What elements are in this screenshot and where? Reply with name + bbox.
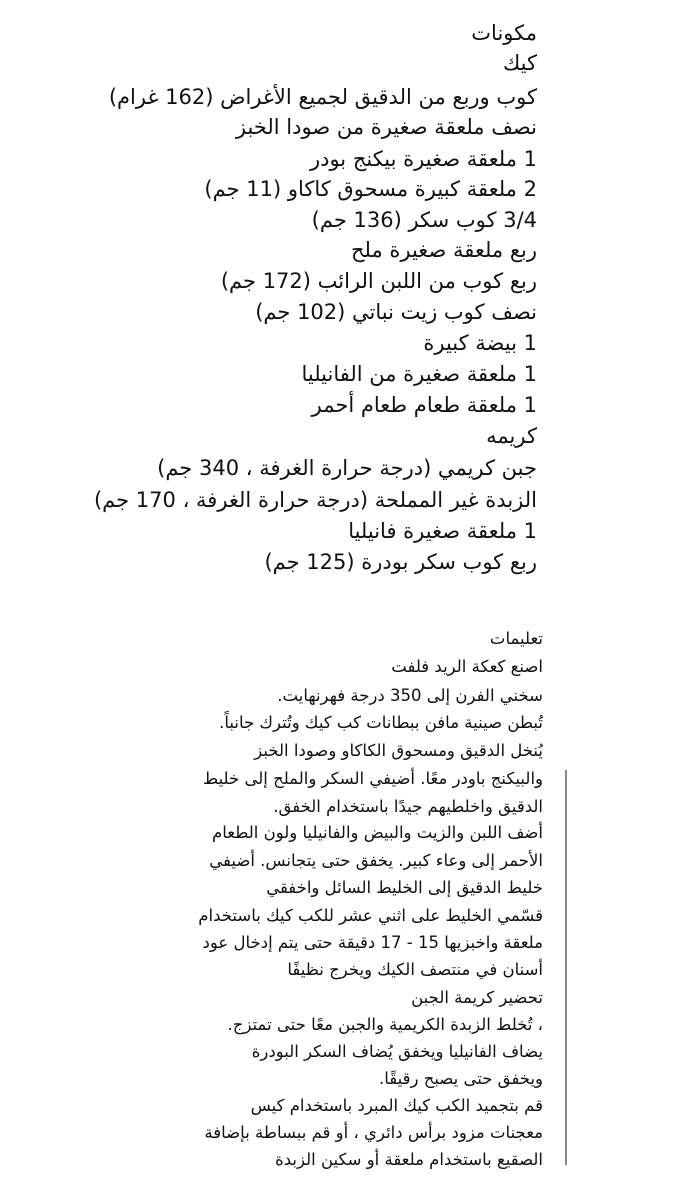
cake-ingredient: 3/4 كوب سكر (136 جم): [311, 208, 537, 232]
ingredients-heading: مكونات: [471, 21, 537, 45]
cake-ingredient: 1 ملعقة طعام طعام أحمر: [311, 393, 537, 417]
instruction-line: أسنان في منتصف الكيك ويخرج نظيفًا: [287, 960, 543, 979]
instruction-line: والبيكنج باودر معًا. أضيفي السكر والملح إلى خليط: [202, 769, 543, 788]
cake-ingredient: ربع كوب من اللبن الرائب (172 جم): [220, 269, 537, 293]
cream-ingredient: 1 ملعقة صغيرة فانيليا: [348, 519, 537, 543]
instruction-line: يضاف الفانيليا ويخفق يُضاف السكر البودرة: [251, 1042, 543, 1061]
instruction-line: الصقيع باستخدام ملعقة أو سكين الزبدة: [275, 1150, 543, 1169]
instruction-line: معجنات مزود برأس دائري ، أو قم ببساطة بإضافة: [204, 1123, 543, 1142]
cake-ingredient: 1 ملعقة صغيرة من الفانيليا: [301, 362, 537, 386]
instruction-line: تحضير كريمة الجبن: [411, 988, 543, 1007]
cake-ingredient: 1 ملعقة صغيرة بيكنج بودر: [309, 147, 537, 171]
cake-ingredient: كوب وربع من الدقيق لجميع الأغراض (162 غرام): [108, 85, 537, 109]
instruction-line: يُنخل الدقيق ومسحوق الكاكاو وصودا الخبز: [254, 741, 543, 760]
cake-heading: كيك: [502, 51, 537, 75]
margin-line: [565, 770, 567, 1165]
instruction-line: تُبطن صينية مافن ببطانات كب كيك وتُترك جانباً.: [219, 713, 543, 732]
instruction-line: أضف اللبن والزيت والبيض والفانيليا ولون الطعام: [212, 823, 543, 842]
cream-ingredient: جبن كريمي (درجة حرارة الغرفة ، 340 جم): [157, 456, 537, 480]
instruction-line: الدقيق واخلطيهم جيدًا باستخدام الخفق.: [273, 797, 543, 816]
cake-ingredient: 1 بيضة كبيرة: [423, 331, 537, 355]
cream-ingredient: ربع كوب سكر بودرة (125 جم): [264, 550, 537, 574]
instruction-line: اصنع كعكة الريد فلفت: [391, 657, 543, 676]
instruction-line: ويخفق حتى يصبح رقيقًا.: [379, 1069, 543, 1088]
instruction-line: الأحمر إلى وعاء كبير. يخفق حتى يتجانس. أضيفي: [209, 851, 543, 870]
instruction-line: سخني الفرن إلى 350 درجة فهرنهايت.: [277, 686, 543, 705]
instruction-line: ملعقة واخبزيها 15 - 17 دقيقة حتى يتم إدخال عود: [202, 933, 543, 952]
cream-heading: كريمه: [486, 424, 537, 448]
cake-ingredient: ربع ملعقة صغيرة ملح: [350, 238, 537, 262]
instructions-heading: تعليمات: [489, 629, 543, 648]
instruction-line: خليط الدقيق إلى الخليط السائل واخفقي: [266, 878, 543, 897]
cake-ingredient: نصف كوب زيت نباتي (102 جم): [255, 300, 537, 324]
instruction-line: قم بتجميد الكب كيك المبرد باستخدام كيس: [250, 1096, 543, 1115]
cake-ingredient: 2 ملعقة كبيرة مسحوق كاكاو (11 جم): [204, 177, 537, 201]
cake-ingredient: نصف ملعقة صغيرة من صودا الخبز: [235, 115, 537, 139]
instruction-line: قسّمي الخليط على اثني عشر للكب كيك باستخدام: [198, 906, 543, 925]
instruction-line: ، تُخلط الزبدة الكريمية والجبن معًا حتى تمتزج.: [227, 1015, 543, 1034]
cream-ingredient: الزبدة غير المملحة (درجة حرارة الغرفة ، 170 جم): [93, 488, 537, 512]
